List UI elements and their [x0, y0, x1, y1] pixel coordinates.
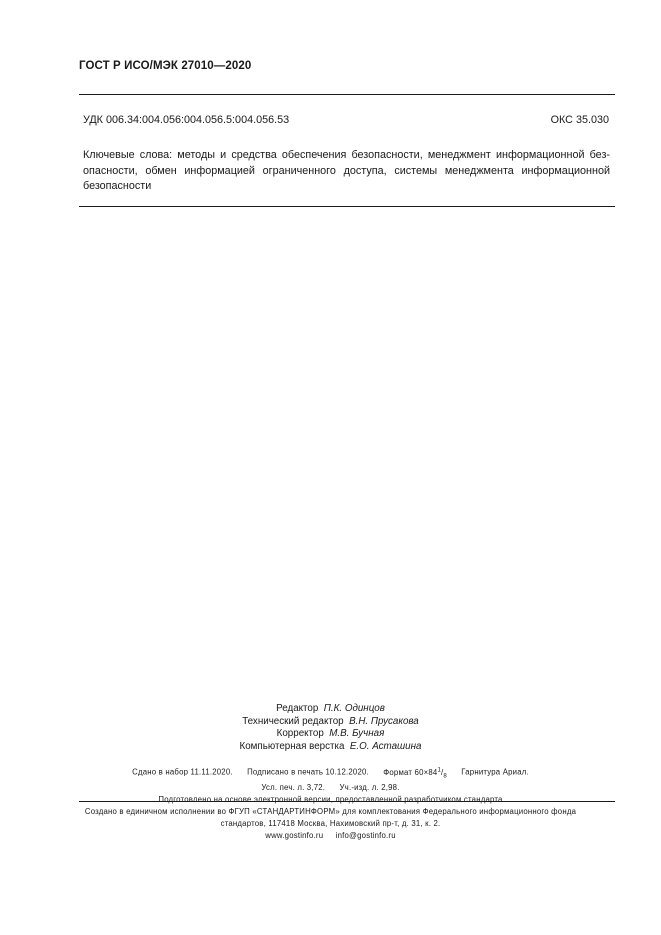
typeface: Гарнитура Ариал. — [461, 767, 529, 777]
keywords-divider — [79, 206, 615, 207]
print-info — [0, 764, 661, 806]
udk-code: УДК 006.34:004.056:004.056.5:004.056.53 — [83, 114, 290, 126]
footer-divider — [79, 801, 615, 802]
signed-date: Подписано в печать 10.12.2020. — [247, 767, 369, 777]
credit-editor — [0, 703, 661, 716]
publisher-sheets: Уч.-изд. л. 2,98. — [339, 783, 400, 793]
typeset-date: Сдано в набор 11.11.2020. — [132, 767, 233, 777]
paper-format: Формат $60\times 84^1/_8$ — [383, 767, 447, 780]
top-divider — [79, 94, 615, 95]
publisher-footer — [0, 806, 661, 843]
credit-role: Технический редактор — [242, 715, 344, 727]
oks-code: ОКС 35.030 — [550, 114, 609, 126]
credit-name: М.В. Бучная — [329, 728, 385, 740]
credit-role: Корректор — [276, 728, 324, 740]
credit-name: Е.О. Асташина — [349, 741, 422, 753]
credit-technical-editor — [0, 716, 661, 729]
print-info-line — [0, 782, 661, 794]
credit-name: В.Н. Прусакова — [349, 715, 419, 727]
website-link[interactable]: www.gostinfo.ru — [265, 831, 324, 841]
keywords-block — [83, 148, 610, 195]
keywords-line: опасности, обмен информацией ограниченного доступа, системы менеджмента информационной — [83, 164, 610, 177]
footer-line: стандартов, 117418 Москва, Нахимовский пр-т, д. 31, к. 2. — [220, 819, 441, 829]
footer-line: Создано в единичном исполнении во ФГУП «СТАНДАРТИНФОРМ» для комплектования Федерального информационного фонда — [84, 807, 577, 816]
format-numerator: 1 — [437, 767, 441, 773]
format-denominator: 8 — [443, 773, 447, 780]
keywords-line: безопасности — [83, 180, 152, 192]
keywords-line: Ключевые слова: методы и средства обеспечения безопасности, менеджмент информационной без- — [83, 149, 610, 161]
prepared-note: Подготовлено на основе электронной версии, предоставленной разработчиком стандарта — [158, 795, 503, 805]
print-sheets: Усл. печ. л. 3,72. — [261, 783, 326, 793]
credit-name: П.К. Одинцов — [323, 703, 385, 714]
editorial-credits — [0, 703, 661, 754]
credit-layout — [0, 741, 661, 754]
email-link[interactable]: info@gostinfo.ru — [335, 831, 396, 841]
print-info-line — [0, 764, 661, 782]
footer-contacts — [0, 830, 661, 842]
credit-proofreader — [0, 728, 661, 741]
credit-role: Редактор — [276, 703, 319, 714]
standard-code: ГОСТ Р ИСО/МЭК 27010—2020 — [79, 60, 252, 72]
credit-role: Компьютерная верстка — [239, 741, 345, 753]
